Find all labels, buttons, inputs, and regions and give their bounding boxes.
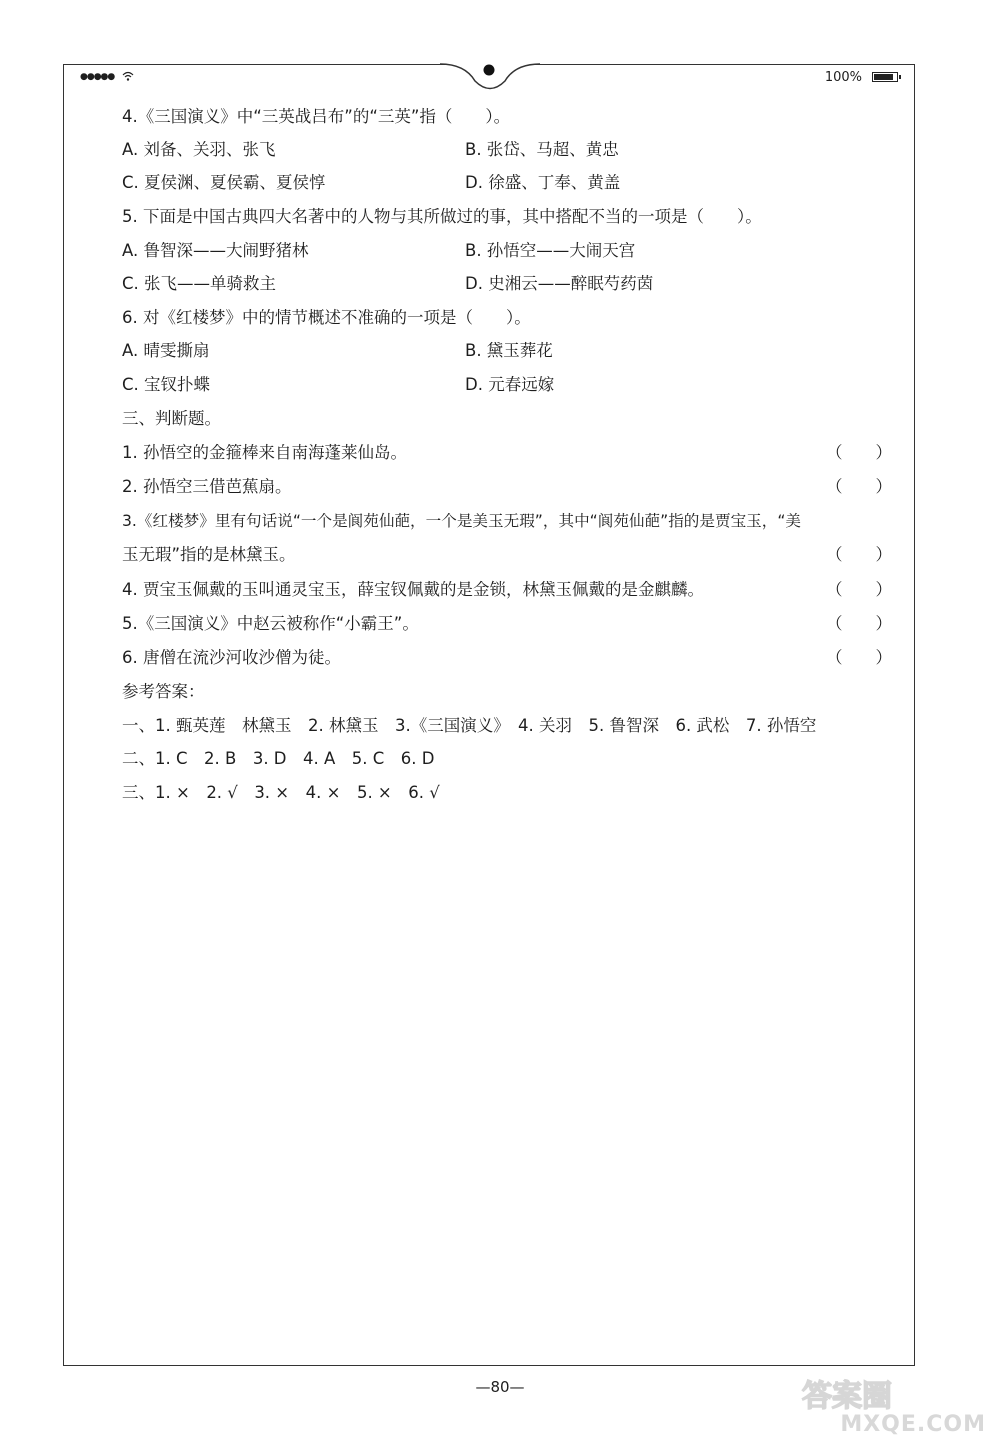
battery-fill [874,74,893,80]
question-stem: 6. 对《红楼梦》中的情节概述不准确的一项是（ ）。 [122,308,531,327]
answer-blank: （ ） [826,648,892,667]
judge-item: 6. 唐僧在流沙河收沙僧为徒。 [122,648,341,667]
option-d: D. 史湘云——醉眠芍药茵 [465,274,654,293]
option-d: D. 徐盛、丁奉、黄盖 [465,173,621,192]
battery-percent: 100% [824,70,862,85]
section-title: 三、判断题。 [122,409,221,428]
page-number: —80— [475,1378,525,1396]
judge-item: 4. 贾宝玉佩戴的玉叫通灵宝玉，薛宝钗佩戴的是金锁，林黛玉佩戴的是金麒麟。 [122,580,704,599]
wifi-icon [122,70,134,82]
judge-item-continued: 玉无瑕”指的是林黛玉。 [122,545,296,564]
judge-item: 1. 孙悟空的金箍棒来自南海蓬莱仙岛。 [122,443,407,462]
answer-blank: （ ） [826,580,892,599]
question-stem: 4.《三国演义》中“三英战吕布”的“三英”指（ ）。 [122,107,511,126]
answer-blank: （ ） [826,477,892,496]
answers-part2: 二、1. C 2. B 3. D 4. A 5. C 6. D [122,749,435,768]
battery-icon [872,72,898,82]
watermark-text: MXQE.COM [840,1412,986,1437]
answer-blank: （ ） [826,545,892,564]
option-c: C. 宝钗扑蝶 [122,375,211,394]
option-d: D. 元春远嫁 [465,375,555,394]
signal-icon: ●●●●● [80,72,115,82]
option-b: B. 黛玉葬花 [465,341,553,360]
question-stem: 5. 下面是中国古典四大名著中的人物与其所做过的事，其中搭配不当的一项是（ ）。 [122,207,762,226]
option-a: A. 刘备、关羽、张飞 [122,140,276,159]
svg-text:答案圈: 答案圈 [802,1379,892,1414]
judge-item: 3.《红楼梦》里有句话说“一个是阆苑仙葩，一个是美玉无瑕”，其中“阆苑仙葩”指的是贾宝玉，“美 [122,512,802,530]
option-a: A. 鲁智深——大闹野猪林 [122,241,309,260]
answer-blank: （ ） [826,614,892,633]
option-b: B. 孙悟空——大闹天宫 [465,241,636,260]
status-bar [80,70,900,88]
option-a: A. 晴雯撕扇 [122,341,210,360]
judge-item: 2. 孙悟空三借芭蕉扇。 [122,477,292,496]
option-b: B. 张岱、马超、黄忠 [465,140,619,159]
judge-item: 5.《三国演义》中赵云被称作“小霸王”。 [122,614,419,633]
answers-part1: 一、1. 甄英莲 林黛玉 2. 林黛玉 3.《三国演义》 4. 关羽 5. 鲁智深 6. 武松 7. 孙悟空 [122,716,817,735]
answers-part3: 三、1. × 2. √ 3. × 4. × 5. × 6. √ [122,783,440,802]
answers-title: 参考答案： [122,682,205,701]
option-c: C. 张飞——单骑救主 [122,274,277,293]
option-c: C. 夏侯渊、夏侯霸、夏侯惇 [122,173,326,192]
answer-blank: （ ） [826,443,892,462]
